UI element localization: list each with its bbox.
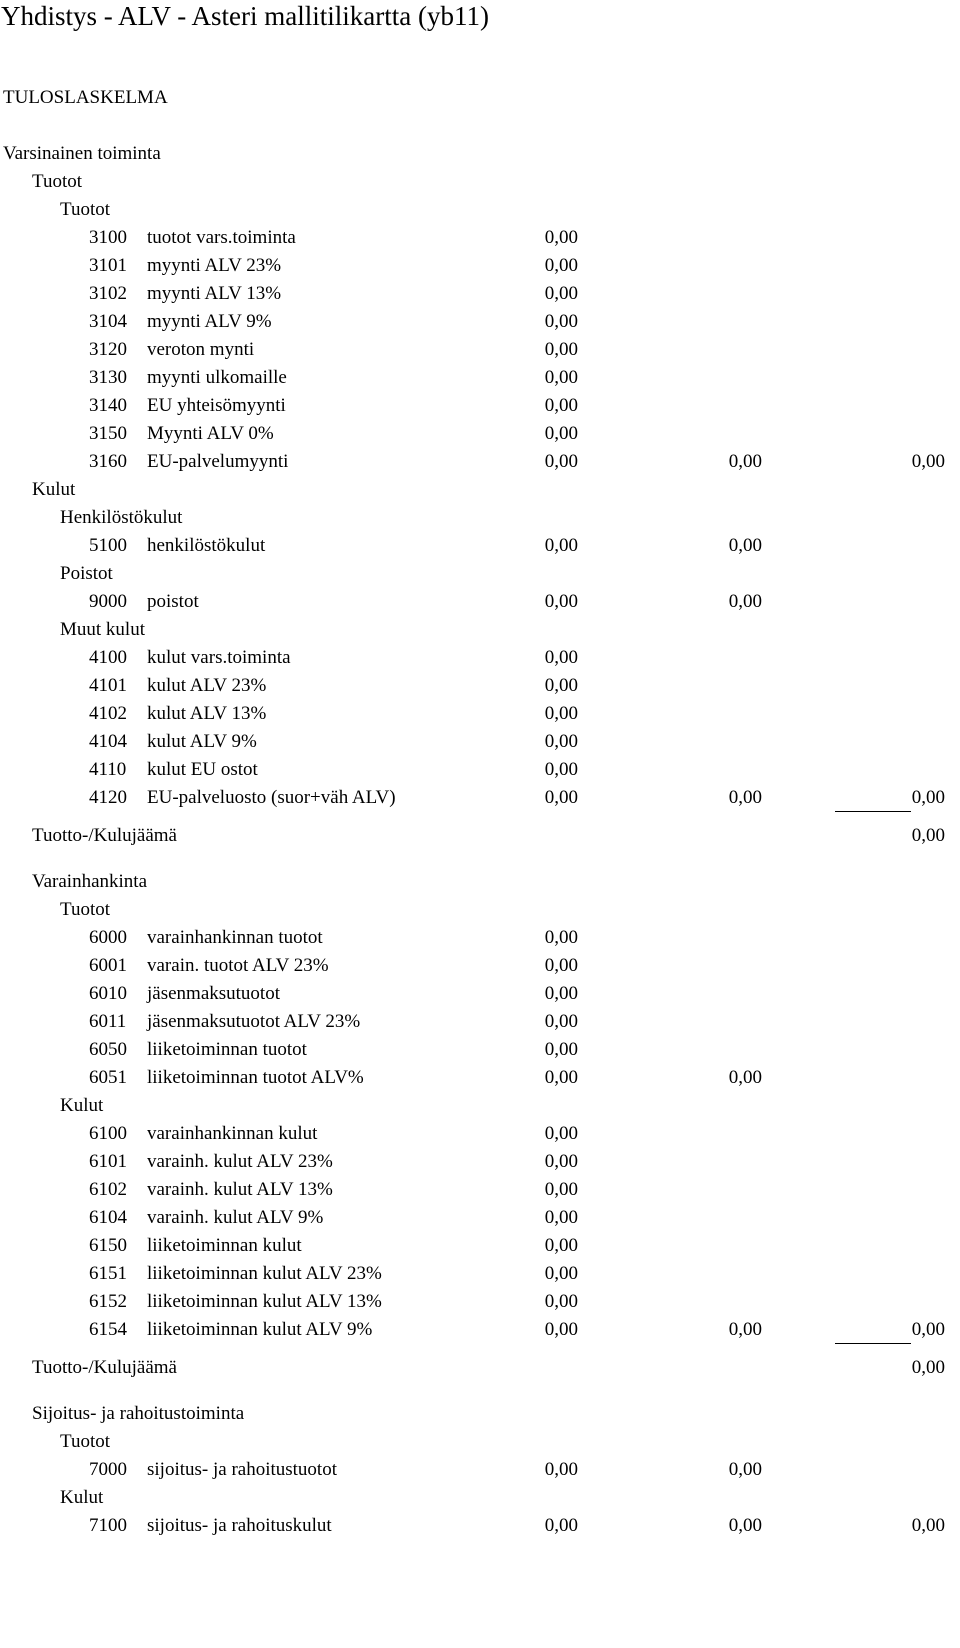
heading-label: Kulut bbox=[60, 1487, 104, 1508]
group-total-value: 0,00 bbox=[911, 451, 945, 472]
account-value: 0,00 bbox=[544, 1011, 578, 1032]
account-value: 0,00 bbox=[544, 955, 578, 976]
account-name: EU yhteisömyynti bbox=[147, 395, 286, 416]
account-row bbox=[0, 224, 960, 252]
heading-label: Kulut bbox=[60, 1095, 104, 1116]
account-name: henkilöstökulut bbox=[147, 535, 266, 556]
account-row bbox=[0, 448, 960, 476]
account-number: 4101 bbox=[89, 675, 127, 696]
account-number: 6011 bbox=[89, 1011, 127, 1032]
subtotal-value: 0,00 bbox=[728, 535, 762, 556]
category-heading bbox=[0, 1092, 960, 1120]
account-value: 0,00 bbox=[544, 1151, 578, 1172]
account-value: 0,00 bbox=[544, 1123, 578, 1144]
account-name: liiketoiminnan kulut bbox=[147, 1235, 302, 1256]
account-name: sijoitus- ja rahoitustuotot bbox=[147, 1459, 337, 1480]
account-number: 5100 bbox=[89, 535, 127, 556]
result-value: 0,00 bbox=[911, 1357, 945, 1378]
account-row bbox=[0, 1036, 960, 1064]
group-total-value: 0,00 bbox=[911, 1319, 945, 1340]
heading-label: Tuotot bbox=[60, 1431, 110, 1452]
account-value: 0,00 bbox=[544, 1207, 578, 1228]
account-number: 4102 bbox=[89, 703, 127, 724]
account-number: 6152 bbox=[89, 1291, 127, 1312]
heading-label: Muut kulut bbox=[60, 619, 145, 640]
account-name: EU-palveluosto (suor+väh ALV) bbox=[147, 787, 396, 808]
account-number: 3150 bbox=[89, 423, 127, 444]
sum-underline bbox=[835, 1343, 911, 1344]
account-value: 0,00 bbox=[544, 1319, 578, 1340]
account-name: kulut ALV 13% bbox=[147, 703, 267, 724]
account-row bbox=[0, 392, 960, 420]
category-heading bbox=[0, 616, 960, 644]
account-value: 0,00 bbox=[544, 535, 578, 556]
account-number: 6051 bbox=[89, 1067, 127, 1088]
account-number: 3140 bbox=[89, 395, 127, 416]
account-value: 0,00 bbox=[544, 367, 578, 388]
account-row bbox=[0, 1316, 960, 1344]
heading-label: Poistot bbox=[60, 563, 113, 584]
account-name: jäsenmaksutuotot bbox=[147, 983, 280, 1004]
account-value: 0,00 bbox=[544, 395, 578, 416]
account-row bbox=[0, 1064, 960, 1092]
account-name: EU-palvelumyynti bbox=[147, 451, 289, 472]
result-value: 0,00 bbox=[911, 825, 945, 846]
account-value: 0,00 bbox=[544, 759, 578, 780]
account-name: myynti ALV 9% bbox=[147, 311, 272, 332]
account-name: varainhankinnan tuotot bbox=[147, 927, 323, 948]
account-number: 4104 bbox=[89, 731, 127, 752]
account-row bbox=[0, 1260, 960, 1288]
account-name: liiketoiminnan kulut ALV 23% bbox=[147, 1263, 382, 1284]
category-heading bbox=[0, 1484, 960, 1512]
account-value: 0,00 bbox=[544, 1459, 578, 1480]
account-value: 0,00 bbox=[544, 787, 578, 808]
account-name: liiketoiminnan tuotot bbox=[147, 1039, 307, 1060]
account-row bbox=[0, 784, 960, 812]
account-value: 0,00 bbox=[544, 1067, 578, 1088]
account-value: 0,00 bbox=[544, 423, 578, 444]
account-row bbox=[0, 1204, 960, 1232]
account-row bbox=[0, 532, 960, 560]
account-value: 0,00 bbox=[544, 983, 578, 1004]
account-number: 4110 bbox=[89, 759, 127, 780]
account-number: 3100 bbox=[89, 227, 127, 248]
account-number: 6000 bbox=[89, 927, 127, 948]
heading-label: Tuotot bbox=[60, 899, 110, 920]
account-number: 6100 bbox=[89, 1123, 127, 1144]
result-label: Tuotto-/Kulujäämä bbox=[32, 1357, 177, 1378]
account-row bbox=[0, 1148, 960, 1176]
heading-label: Tuotot bbox=[32, 171, 82, 192]
account-name: myynti ulkomaille bbox=[147, 367, 287, 388]
result-row bbox=[0, 1354, 960, 1382]
account-name: Myynti ALV 0% bbox=[147, 423, 274, 444]
account-name: jäsenmaksutuotot ALV 23% bbox=[147, 1011, 361, 1032]
account-value: 0,00 bbox=[544, 339, 578, 360]
subtotal-value: 0,00 bbox=[728, 1459, 762, 1480]
account-name: varainh. kulut ALV 23% bbox=[147, 1151, 333, 1172]
subtotal-value: 0,00 bbox=[728, 1319, 762, 1340]
account-row bbox=[0, 952, 960, 980]
account-number: 3160 bbox=[89, 451, 127, 472]
account-row bbox=[0, 1288, 960, 1316]
account-row bbox=[0, 252, 960, 280]
account-value: 0,00 bbox=[544, 1515, 578, 1536]
account-row bbox=[0, 588, 960, 616]
account-number: 7100 bbox=[89, 1515, 127, 1536]
account-value: 0,00 bbox=[544, 703, 578, 724]
account-name: kulut ALV 23% bbox=[147, 675, 267, 696]
subtotal-value: 0,00 bbox=[728, 451, 762, 472]
account-number: 3120 bbox=[89, 339, 127, 360]
account-number: 3102 bbox=[89, 283, 127, 304]
account-name: myynti ALV 13% bbox=[147, 283, 282, 304]
account-number: 6001 bbox=[89, 955, 127, 976]
account-number: 3130 bbox=[89, 367, 127, 388]
account-name: liiketoiminnan kulut ALV 9% bbox=[147, 1319, 373, 1340]
account-value: 0,00 bbox=[544, 1039, 578, 1060]
subtotal-value: 0,00 bbox=[728, 1515, 762, 1536]
account-row bbox=[0, 700, 960, 728]
account-value: 0,00 bbox=[544, 675, 578, 696]
subgroup-heading bbox=[0, 868, 960, 896]
section-heading bbox=[0, 84, 960, 112]
group-total-value: 0,00 bbox=[911, 787, 945, 808]
account-number: 6150 bbox=[89, 1235, 127, 1256]
account-value: 0,00 bbox=[544, 1179, 578, 1200]
category-heading bbox=[0, 504, 960, 532]
account-row bbox=[0, 672, 960, 700]
account-number: 3104 bbox=[89, 311, 127, 332]
account-name: poistot bbox=[147, 591, 199, 612]
account-row bbox=[0, 1176, 960, 1204]
group-heading bbox=[0, 140, 960, 168]
account-name: varainh. kulut ALV 9% bbox=[147, 1207, 324, 1228]
account-number: 3101 bbox=[89, 255, 127, 276]
document-title: Yhdistys - ALV - Asteri mallitilikartta (yb11) bbox=[1, 1, 489, 31]
account-name: liiketoiminnan tuotot ALV% bbox=[147, 1067, 364, 1088]
account-name: sijoitus- ja rahoituskulut bbox=[147, 1515, 332, 1536]
result-label: Tuotto-/Kulujäämä bbox=[32, 825, 177, 846]
category-heading bbox=[0, 1428, 960, 1456]
category-heading bbox=[0, 896, 960, 924]
account-value: 0,00 bbox=[544, 591, 578, 612]
account-name: kulut ALV 9% bbox=[147, 731, 257, 752]
account-number: 6101 bbox=[89, 1151, 127, 1172]
account-row bbox=[0, 644, 960, 672]
account-row bbox=[0, 980, 960, 1008]
account-value: 0,00 bbox=[544, 731, 578, 752]
account-value: 0,00 bbox=[544, 927, 578, 948]
account-name: varainhankinnan kulut bbox=[147, 1123, 318, 1144]
account-number: 4100 bbox=[89, 647, 127, 668]
account-row bbox=[0, 1512, 960, 1540]
sum-underline bbox=[835, 811, 911, 812]
result-row bbox=[0, 822, 960, 850]
account-row bbox=[0, 336, 960, 364]
heading-label: Sijoitus- ja rahoitustoiminta bbox=[32, 1403, 245, 1424]
account-number: 6154 bbox=[89, 1319, 127, 1340]
account-row bbox=[0, 924, 960, 952]
account-row bbox=[0, 364, 960, 392]
account-number: 9000 bbox=[89, 591, 127, 612]
account-value: 0,00 bbox=[544, 451, 578, 472]
account-row bbox=[0, 1232, 960, 1260]
account-name: tuotot vars.toiminta bbox=[147, 227, 296, 248]
account-row bbox=[0, 1456, 960, 1484]
account-number: 6010 bbox=[89, 983, 127, 1004]
account-value: 0,00 bbox=[544, 227, 578, 248]
account-row bbox=[0, 728, 960, 756]
subgroup-heading bbox=[0, 1400, 960, 1428]
account-value: 0,00 bbox=[544, 283, 578, 304]
subgroup-heading bbox=[0, 168, 960, 196]
account-number: 6102 bbox=[89, 1179, 127, 1200]
account-name: kulut EU ostot bbox=[147, 759, 258, 780]
account-name: varainh. kulut ALV 13% bbox=[147, 1179, 333, 1200]
subtotal-value: 0,00 bbox=[728, 1067, 762, 1088]
account-row bbox=[0, 756, 960, 784]
account-name: varain. tuotot ALV 23% bbox=[147, 955, 329, 976]
subgroup-heading bbox=[0, 476, 960, 504]
account-name: myynti ALV 23% bbox=[147, 255, 282, 276]
account-row bbox=[0, 420, 960, 448]
subtotal-value: 0,00 bbox=[728, 591, 762, 612]
account-number: 6104 bbox=[89, 1207, 127, 1228]
account-row bbox=[0, 1008, 960, 1036]
account-value: 0,00 bbox=[544, 255, 578, 276]
account-number: 6151 bbox=[89, 1263, 127, 1284]
account-value: 0,00 bbox=[544, 311, 578, 332]
category-heading bbox=[0, 560, 960, 588]
heading-label: Henkilöstökulut bbox=[60, 507, 183, 528]
heading-label: Varainhankinta bbox=[32, 871, 148, 892]
account-value: 0,00 bbox=[544, 1263, 578, 1284]
account-value: 0,00 bbox=[544, 647, 578, 668]
account-name: liiketoiminnan kulut ALV 13% bbox=[147, 1291, 382, 1312]
account-number: 6050 bbox=[89, 1039, 127, 1060]
heading-label: Varsinainen toiminta bbox=[3, 143, 161, 164]
account-name: veroton mynti bbox=[147, 339, 255, 360]
account-row bbox=[0, 308, 960, 336]
group-total-value: 0,00 bbox=[911, 1515, 945, 1536]
heading-label: Tuotot bbox=[60, 199, 110, 220]
account-row bbox=[0, 1120, 960, 1148]
account-number: 7000 bbox=[89, 1459, 127, 1480]
subtotal-value: 0,00 bbox=[728, 787, 762, 808]
account-value: 0,00 bbox=[544, 1235, 578, 1256]
account-value: 0,00 bbox=[544, 1291, 578, 1312]
category-heading bbox=[0, 196, 960, 224]
account-name: kulut vars.toiminta bbox=[147, 647, 291, 668]
heading-label: Kulut bbox=[32, 479, 76, 500]
account-row bbox=[0, 280, 960, 308]
account-number: 4120 bbox=[89, 787, 127, 808]
section-heading-label: TULOSLASKELMA bbox=[3, 87, 168, 108]
